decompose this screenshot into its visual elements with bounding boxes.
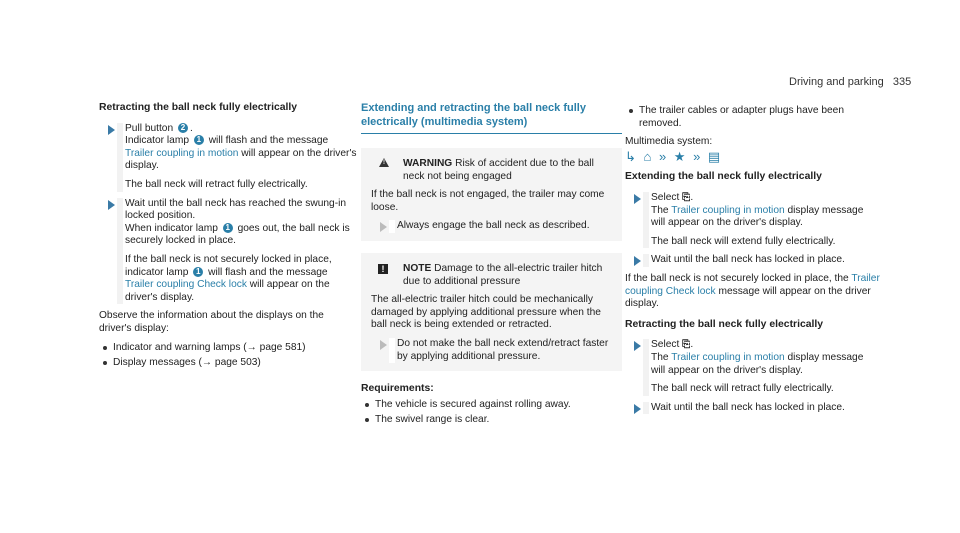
note-body: The all-electric trailer hitch could be mechanically damaged by applying additional pressure when the ball neck is being extended or retracted.	[371, 294, 601, 331]
step-text: will flash and the message	[208, 135, 329, 147]
step-text: Pull button	[125, 122, 174, 134]
step-arrow-icon	[108, 125, 115, 135]
list-item	[625, 105, 880, 130]
instruction-step	[99, 123, 357, 192]
step-bar	[389, 220, 395, 233]
callout-badge: 1	[223, 223, 233, 233]
step-result: The ball neck will retract fully electrically.	[651, 383, 834, 395]
menu-path-icons: ↳ ⌂ » ★ » ▤	[625, 148, 723, 164]
step-text: will flash and the message	[208, 266, 328, 278]
section-heading: Extending and retracting the ball neck fully electrically (multimedia system)	[361, 102, 622, 134]
step-text: The	[651, 351, 669, 363]
step-arrow-icon	[634, 256, 641, 266]
page-header	[789, 76, 911, 89]
warning-label: WARNING	[403, 158, 453, 169]
step-text: Select	[651, 339, 680, 351]
step-arrow-icon	[108, 200, 115, 210]
step-arrow-icon	[634, 341, 641, 351]
column-middle	[361, 102, 622, 430]
multimedia-label: Multimedia system:	[625, 136, 713, 148]
list-item-text: Indicator and warning lamps (→ page 581)	[113, 341, 306, 353]
step-text: Wait until the ball neck has locked in place.	[651, 401, 845, 413]
instruction-step	[371, 220, 612, 233]
list-item-text: The trailer cables or adapter plugs have been removed.	[639, 105, 845, 129]
callout-badge: 2	[178, 123, 188, 133]
bullet-icon	[629, 109, 633, 113]
warning-body: If the ball neck is not engaged, the trailer may come loose.	[371, 189, 605, 213]
warning-triangle-icon: !	[379, 158, 389, 167]
display-message: Trailer coupling Check lock	[125, 279, 247, 291]
step-arrow-icon	[634, 404, 641, 414]
callout-badge: 1	[193, 267, 203, 277]
list-item	[361, 399, 622, 412]
step-text: The	[651, 204, 669, 216]
list-item-text: Display messages (→ page 503)	[113, 357, 261, 369]
page-number: 335	[892, 76, 912, 88]
step-text: display message will appear on the driver's display.	[651, 351, 864, 376]
bullet-icon	[365, 418, 369, 422]
trailer-coupling-icon: ⎘	[682, 191, 691, 203]
step-text: Wait until the ball neck has locked in place.	[651, 254, 845, 266]
list-item-text: The vehicle is secured against rolling away.	[375, 398, 571, 410]
bullet-icon	[103, 361, 107, 365]
display-message: Trailer coupling in motion	[671, 204, 785, 216]
bullet-icon	[365, 403, 369, 407]
list-item	[361, 414, 622, 427]
step-bar	[389, 338, 395, 363]
step-text: .	[190, 122, 193, 134]
warning-box	[361, 148, 622, 241]
section-heading: Retracting the ball neck fully electrically	[625, 318, 824, 330]
notlocked-paragraph	[625, 273, 880, 311]
step-text: Do not make the ball neck extend/retract faster by applying additional pressure.	[397, 337, 609, 362]
instruction-step	[625, 339, 880, 395]
step-text: Indicator lamp	[125, 135, 189, 147]
note-head: Damage to the all-electric trailer hitch due to additional pressure	[403, 262, 603, 287]
list-item-text: The swivel range is clear.	[375, 414, 490, 426]
list-item	[99, 357, 357, 370]
step-arrow-icon	[634, 194, 641, 204]
display-message: Trailer coupling in motion	[671, 351, 785, 363]
note-exclamation-icon: !	[378, 264, 388, 274]
instruction-step	[625, 402, 880, 415]
step-text: will appear on the driver's display.	[125, 147, 357, 172]
paragraph-text: If the ball neck is not securely locked in place, the	[625, 272, 849, 284]
step-text: Always engage the ball neck as described.	[397, 220, 590, 232]
step-result: The ball neck will extend fully electrically.	[651, 235, 836, 247]
step-bar	[117, 198, 123, 305]
note-box	[361, 253, 622, 371]
column-right	[625, 102, 880, 420]
step-text: If the ball neck is not securely locked in place, indicator lamp	[125, 253, 332, 278]
step-bar	[117, 123, 123, 192]
instruction-step	[625, 254, 880, 267]
instruction-step	[371, 338, 612, 363]
step-text: .	[690, 191, 694, 203]
note-label: NOTE	[403, 262, 432, 274]
step-result: The ball neck will retract fully electrically.	[125, 178, 308, 190]
warning-head: Risk of accident due to the ball neck not being engaged	[403, 158, 594, 182]
paragraph-text: message will appear on the driver display.	[625, 285, 871, 310]
step-text: display message will appear on the driver's display.	[651, 204, 864, 229]
trailer-coupling-icon: ⎘	[682, 339, 691, 351]
bullet-icon	[103, 346, 107, 350]
step-arrow-icon	[380, 222, 387, 232]
step-text: will appear on the driver's display.	[125, 279, 330, 303]
step-bar	[643, 254, 649, 267]
step-text: When indicator lamp	[125, 222, 218, 234]
observe-text: Observe the information about the displays on the driver's display:	[99, 310, 324, 334]
column-left	[99, 102, 357, 373]
list-item	[99, 342, 357, 355]
callout-badge: 1	[194, 135, 204, 145]
step-arrow-icon	[380, 340, 387, 350]
section-heading: Retracting the ball neck fully electrically	[99, 102, 298, 113]
section-heading: Extending the ball neck fully electrically	[625, 171, 822, 183]
display-message: Trailer coupling Check lock	[625, 272, 880, 297]
instruction-step	[625, 192, 880, 248]
step-bar	[643, 192, 649, 248]
step-text: Select	[651, 191, 680, 203]
step-bar	[643, 339, 649, 395]
step-text: .	[690, 339, 694, 351]
step-text: Wait until the ball neck has reached the swung-in locked position.	[125, 197, 347, 222]
step-bar	[643, 402, 649, 415]
instruction-step	[99, 198, 357, 305]
section-title: Driving and parking	[789, 76, 884, 88]
display-message: Trailer coupling in motion	[125, 147, 239, 159]
requirements-title: Requirements:	[361, 383, 434, 395]
step-text: goes out, the ball neck is securely locked in place.	[125, 222, 350, 247]
